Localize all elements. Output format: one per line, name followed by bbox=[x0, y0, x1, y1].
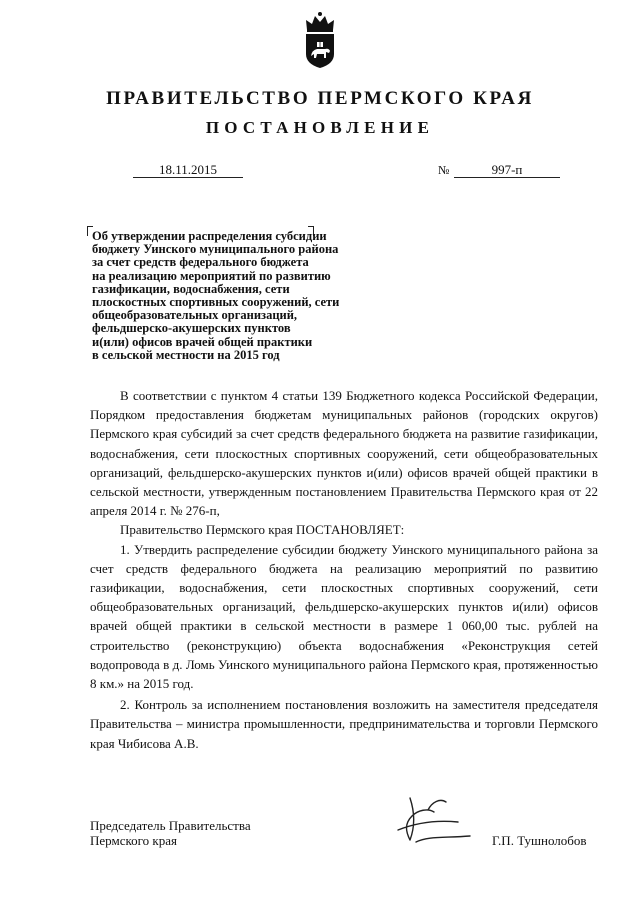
signatory-title bbox=[90, 818, 251, 848]
subject-line: плоскостных спортивных сооружений, сети bbox=[92, 295, 340, 310]
document-subject bbox=[92, 230, 402, 362]
subject-line: на реализацию мероприятий по развитию bbox=[92, 268, 331, 283]
subject-line: Об утверждении распределения субсидии bbox=[92, 229, 327, 243]
signatory-title-line: Председатель Правительства bbox=[90, 818, 251, 833]
subject-line: газификации, водоснабжения, сети bbox=[92, 281, 290, 296]
signatory-title-line: Пермского края bbox=[90, 833, 177, 848]
document-date: 18.11.2015 bbox=[133, 162, 243, 178]
preamble-paragraph: В соответствии с пунктом 4 статьи 139 Бюджетного кодекса Российской Федерации, Порядком предоставления бюджетам муниципальных районов (городских округов) Пермского края субсидий за счет средств федерального бюджета на развитие газификации, водоснабжения, сети плоскостных спортивных сооружений, сети общеобразовательных организаций, фельдшерско-акушерских пунктов и(или) офисов врачей общей практики в сельской местности, утвержденным постановлением Правительства Пермского края от 22 апреля 2014 г. № 276-п, bbox=[90, 388, 598, 519]
subject-line: и(или) офисов врачей общей практики bbox=[92, 334, 313, 349]
item-1-paragraph: 1. Утвердить распределение субсидии бюджету Уинского муниципального района за счет средств федерального бюджета на реализацию мероприятий по развитию газификации, водоснабжения, сети плоскостных спортивных сооружений, сети общеобразовательных организаций, фельдшерско-акушерских пунктов и(или) офисов врачей общей практики в сельской местности в размере 1 060,00 тыс. рублей на строительство (реконструкцию) объекта водоснабжения «Реконструкция сетей водопровода в д. Ломь Уинского муниципального района Пермского края, протяженностью 8 км.» на 2015 год. bbox=[90, 541, 598, 692]
document-body bbox=[90, 386, 598, 753]
subject-line: бюджету Уинского муниципального района bbox=[92, 242, 339, 257]
subject-line: за счет средств федерального бюджета bbox=[92, 255, 309, 270]
subject-line: в сельской местности на 2015 год bbox=[92, 347, 280, 362]
document-type: ПОСТАНОВЛЕНИЕ bbox=[205, 118, 435, 137]
item-2-paragraph: 2. Контроль за исполнением постановления возложить на заместителя председателя Правительства – министра промышленности, предпринимательства и торговли Пермского края Чибисова А.В. bbox=[90, 697, 598, 751]
document-number: 997-п bbox=[454, 162, 560, 178]
subject-line: фельдшерско-акушерских пунктов bbox=[92, 321, 291, 336]
handwritten-signature-icon bbox=[388, 792, 488, 853]
organization-title: ПРАВИТЕЛЬСТВО ПЕРМСКОГО КРАЯ bbox=[106, 88, 534, 109]
signer-name: Г.П. Тушнолобов bbox=[492, 833, 587, 848]
subject-line: общеобразовательных организаций, bbox=[92, 308, 298, 323]
coat-of-arms-icon bbox=[298, 8, 342, 75]
number-label: № bbox=[438, 163, 450, 177]
resolution-paragraph: Правительство Пермского края ПОСТАНОВЛЯЕТ: bbox=[120, 522, 405, 538]
